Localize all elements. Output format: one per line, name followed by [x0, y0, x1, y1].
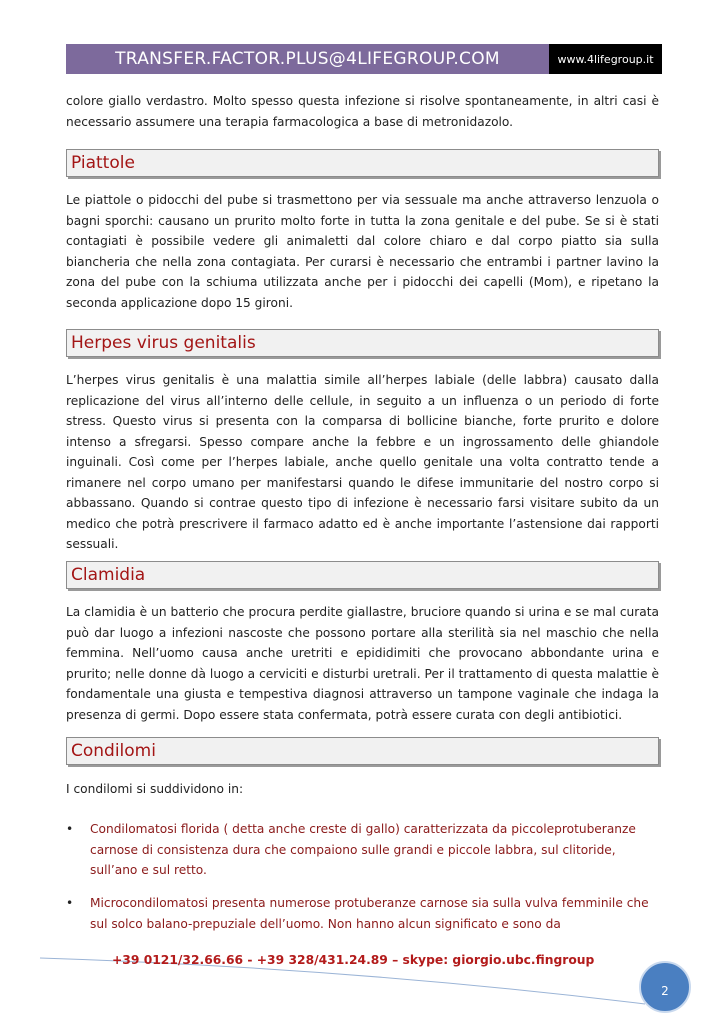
- page-header: [66, 44, 662, 74]
- list-item-text: Microcondilomatosi presenta numerose protuberanze carnose sia sulla vulva femminile che sul solco balano-prepuziale dell’uomo. Non hanno alcun significato e sono da: [90, 896, 649, 931]
- section-text-piattole: Le piattole o pidocchi del pube si trasmettono per via sessuale ma anche attraverso lenzuola o bagni sporchi: causano un prurito molto forte in tutta la zona genitale e del pube. Se si è stati contagiati è possibile vedere gli animaletti dal colore chiaro e dal corpo piatto sia sulla biancheria che nella zona contagiata. Per curarsi è necessario che entrambi i partner lavino la zona del pube con la schiuma utilizzata anche per i pidocchi dei capelli (Mom), e ripetano la seconda applicazione dopo 15 gironi.: [66, 193, 659, 310]
- list-item: [66, 819, 659, 881]
- header-website: www.4lifegroup.it: [549, 44, 662, 74]
- header-email: TRANSFER.FACTOR.PLUS@4LIFEGROUP.COM: [66, 44, 549, 74]
- intro-paragraph: colore giallo verdastro. Molto spesso questa infezione si risolve spontaneamente, in altri casi è necessario assumere una terapia farmacologica a base di metronidazolo.: [66, 94, 659, 129]
- list-item-text: Condilomatosi florida ( detta anche creste di gallo) caratterizzata da piccoleprotuberanze carnose di consistenza dura che compaiono sulle grandi e piccole labbra, sul clitoride, sull’ano e sul retto.: [90, 822, 636, 877]
- section-heading-piattole: Piattole: [66, 149, 659, 177]
- list-item: [66, 893, 659, 934]
- section-heading-clamidia: Clamidia: [66, 561, 659, 589]
- section-text-condilomi: I condilomi si suddividono in:: [66, 782, 244, 796]
- section-heading-condilomi: Condilomi: [66, 737, 659, 765]
- footer-contact: +39 0121/32.66.66 - +39 328/431.24.89 – skype: giorgio.ubc.fingroup: [112, 953, 595, 967]
- bullet-icon: •: [66, 896, 74, 910]
- section-text-clamidia: La clamidia è un batterio che procura perdite giallastre, bruciore quando si urina e se mal curata può dar luogo a infezioni nascoste che possono portare alla sterilità sia nel maschio che nella femmina. Nell’uomo causa anche uretriti e epididimiti che provocano abbondante urina e prurito; nelle donne dà luogo a cerviciti e disturbi uretrali. Per il trattamento di questa malattie è fondamentale una giusta e tempestiva diagnosi attraverso un tampone vaginale che indaga la presenza di germi. Dopo essere stata confermata, potrà essere curata con degli antibiotici.: [66, 605, 659, 722]
- section-text-herpes: L’herpes virus genitalis è una malattia simile all’herpes labiale (delle labbra) causato dalla replicazione del virus all’interno delle cellule, in seguito a un influenza o un periodo di forte stress. Questo virus si presenta con la comparsa di bollicine bianche, forte prurito e dolore intenso a sfregarsi. Spesso compare anche la febbre e un ingrossamento delle ghiandole inguinali. Così come per l’herpes labiale, anche quello genitale una volta contratto tende a rimanere nel corpo umano per manifestarsi quando le difese immunitarie del nostro corpo si abbassano. Quando si contrae questo tipo di infezione è necessario farsi visitare subito da un medico che potrà prescrivere il farmaco adatto ed è anche importante l’astensione dai rapporti sessuali.: [66, 373, 659, 551]
- bullet-icon: •: [66, 822, 74, 836]
- section-heading-herpes: Herpes virus genitalis: [66, 329, 659, 357]
- page-number: 2: [639, 961, 691, 1013]
